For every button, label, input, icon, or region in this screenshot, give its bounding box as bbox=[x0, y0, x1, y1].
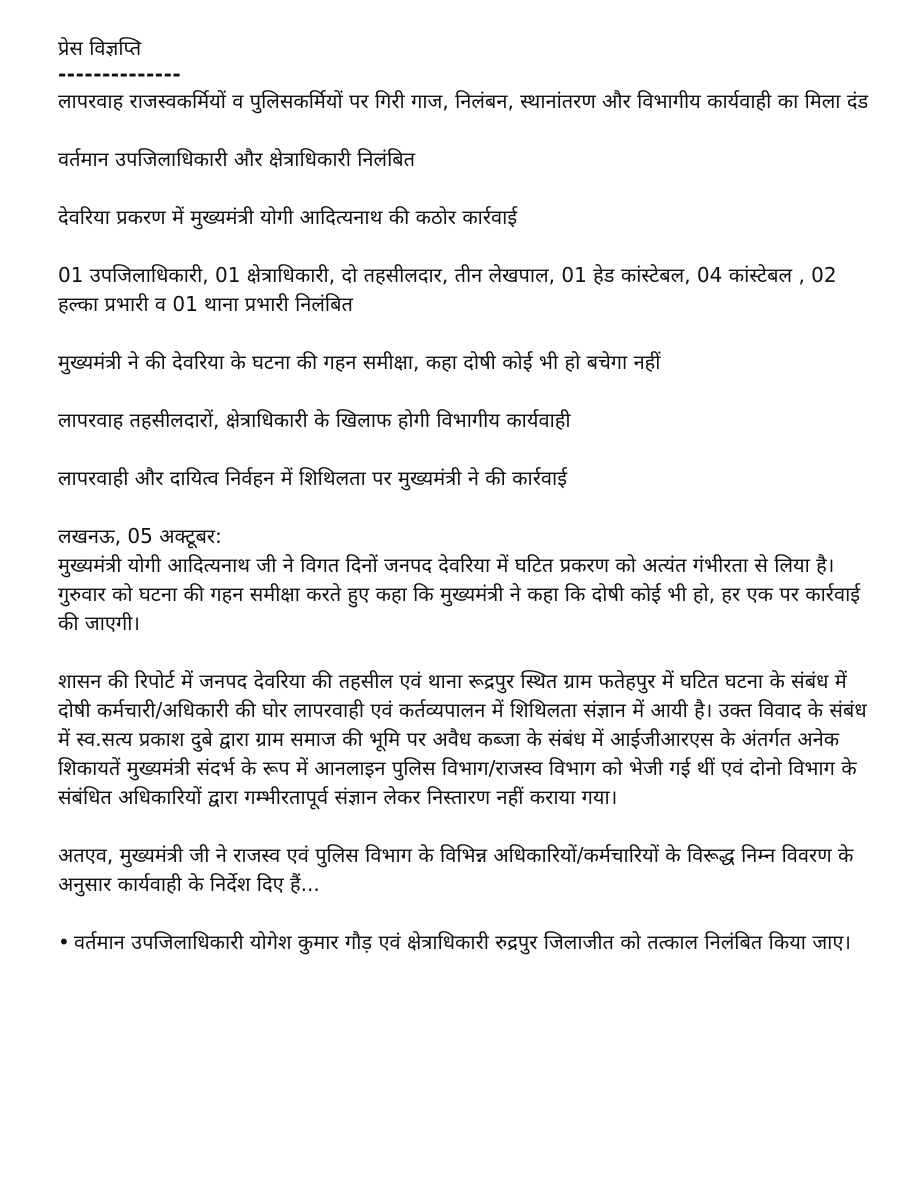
dateline: लखनऊ, 05 अक्टूबर: bbox=[58, 524, 222, 548]
body-paragraph-1: मुख्यमंत्री योगी आदित्यनाथ जी ने विगत दिनों जनपद देवरिया में घटित प्रकरण को अत्यंत गंभीरता से लिया है। गुरुवार को घटना की गहन समीक्षा करते हुए कहा कि मुख्यमंत्री ने कहा कि दोषी कोई भी हो, हर एक पर कार्रवाई की जाएगी। bbox=[58, 553, 861, 635]
subhead-strict-action: देवरिया प्रकरण में मुख्यमंत्री योगी आदित्यनाथ की कठोर कार्रवाई bbox=[58, 205, 518, 229]
bullet-text: वर्तमान उपजिलाधिकारी योगेश कुमार गौड़ एवं क्षेत्राधिकारी रुद्रपुर जिलाजीत को तत्काल निलंबित किया जाए। bbox=[74, 930, 852, 954]
subhead-suspended-list: 01 उपजिलाधिकारी, 01 क्षेत्राधिकारी, दो तहसीलदार, तीन लेखपाल, 01 हेड कांस्टेबल, 04 कांस्टेबल , 02 हल्का प्रभारी व 01 थाना प्रभारी निलंबित bbox=[58, 263, 837, 316]
title-underline: -------------- bbox=[58, 62, 182, 86]
subhead-departmental-action: लापरवाह तहसीलदारों, क्षेत्राधिकारी के खिलाफ होगी विभागीय कार्यवाही bbox=[58, 408, 571, 432]
document-title: प्रेस विज्ञप्ति bbox=[58, 36, 142, 60]
subhead-suspension: वर्तमान उपजिलाधिकारी और क्षेत्राधिकारी निलंबित bbox=[58, 147, 416, 171]
body-paragraph-3: अतएव, मुख्यमंत्री जी ने राजस्व एवं पुलिस विभाग के विभिन्न अधिकारियों/कर्मचारियों के विरूद्ध निम्न विवरण के अनुसार कार्यवाही के निर्देश दिए हैं... bbox=[58, 843, 854, 896]
body-paragraph-2: शासन की रिपोर्ट में जनपद देवरिया की तहसील एवं थाना रूद्रपुर स्थित ग्राम फतेहपुर में घटित घटना के संबंध में दोषी कर्मचारी/अधिकारी की घोर लापरवाही एवं कर्तव्यपालन में शिथिलता संज्ञान में आयी है। उक्त विवाद के संबंध में स्व.सत्य प्रकाश दुबे द्वारा ग्राम समाज की भूमि पर अवैध कब्जा के संबंध में आईजीआरएस के अंतर्गत अनेक शिकायतें मुख्यमंत्री संदर्भ के रूप में आनलाइन पुलिस विभाग/राजस्व विभाग को भेजी गई थीं एवं दोनो विभाग के संबंधित अधिकारियों द्वारा गम्भीरतापूर्व संज्ञान लेकर निस्तारण नहीं कराया गया। bbox=[58, 669, 867, 809]
bullet-icon: • bbox=[58, 930, 70, 954]
bullet-item bbox=[58, 928, 881, 957]
subhead-negligence-action: लापरवाही और दायित्व निर्वहन में शिथिलता पर मुख्यमंत्री ने की कार्रवाई bbox=[58, 466, 568, 490]
headline: लापरवाह राजस्वकर्मियों व पुलिसकर्मियों पर गिरी गाज, निलंबन, स्थानांतरण और विभागीय कार्यवाही का मिला दंड bbox=[58, 89, 869, 113]
subhead-review: मुख्यमंत्री ने की देवरिया के घटना की गहन समीक्षा, कहा दोषी कोई भी हो बचेगा नहीं bbox=[58, 350, 661, 374]
